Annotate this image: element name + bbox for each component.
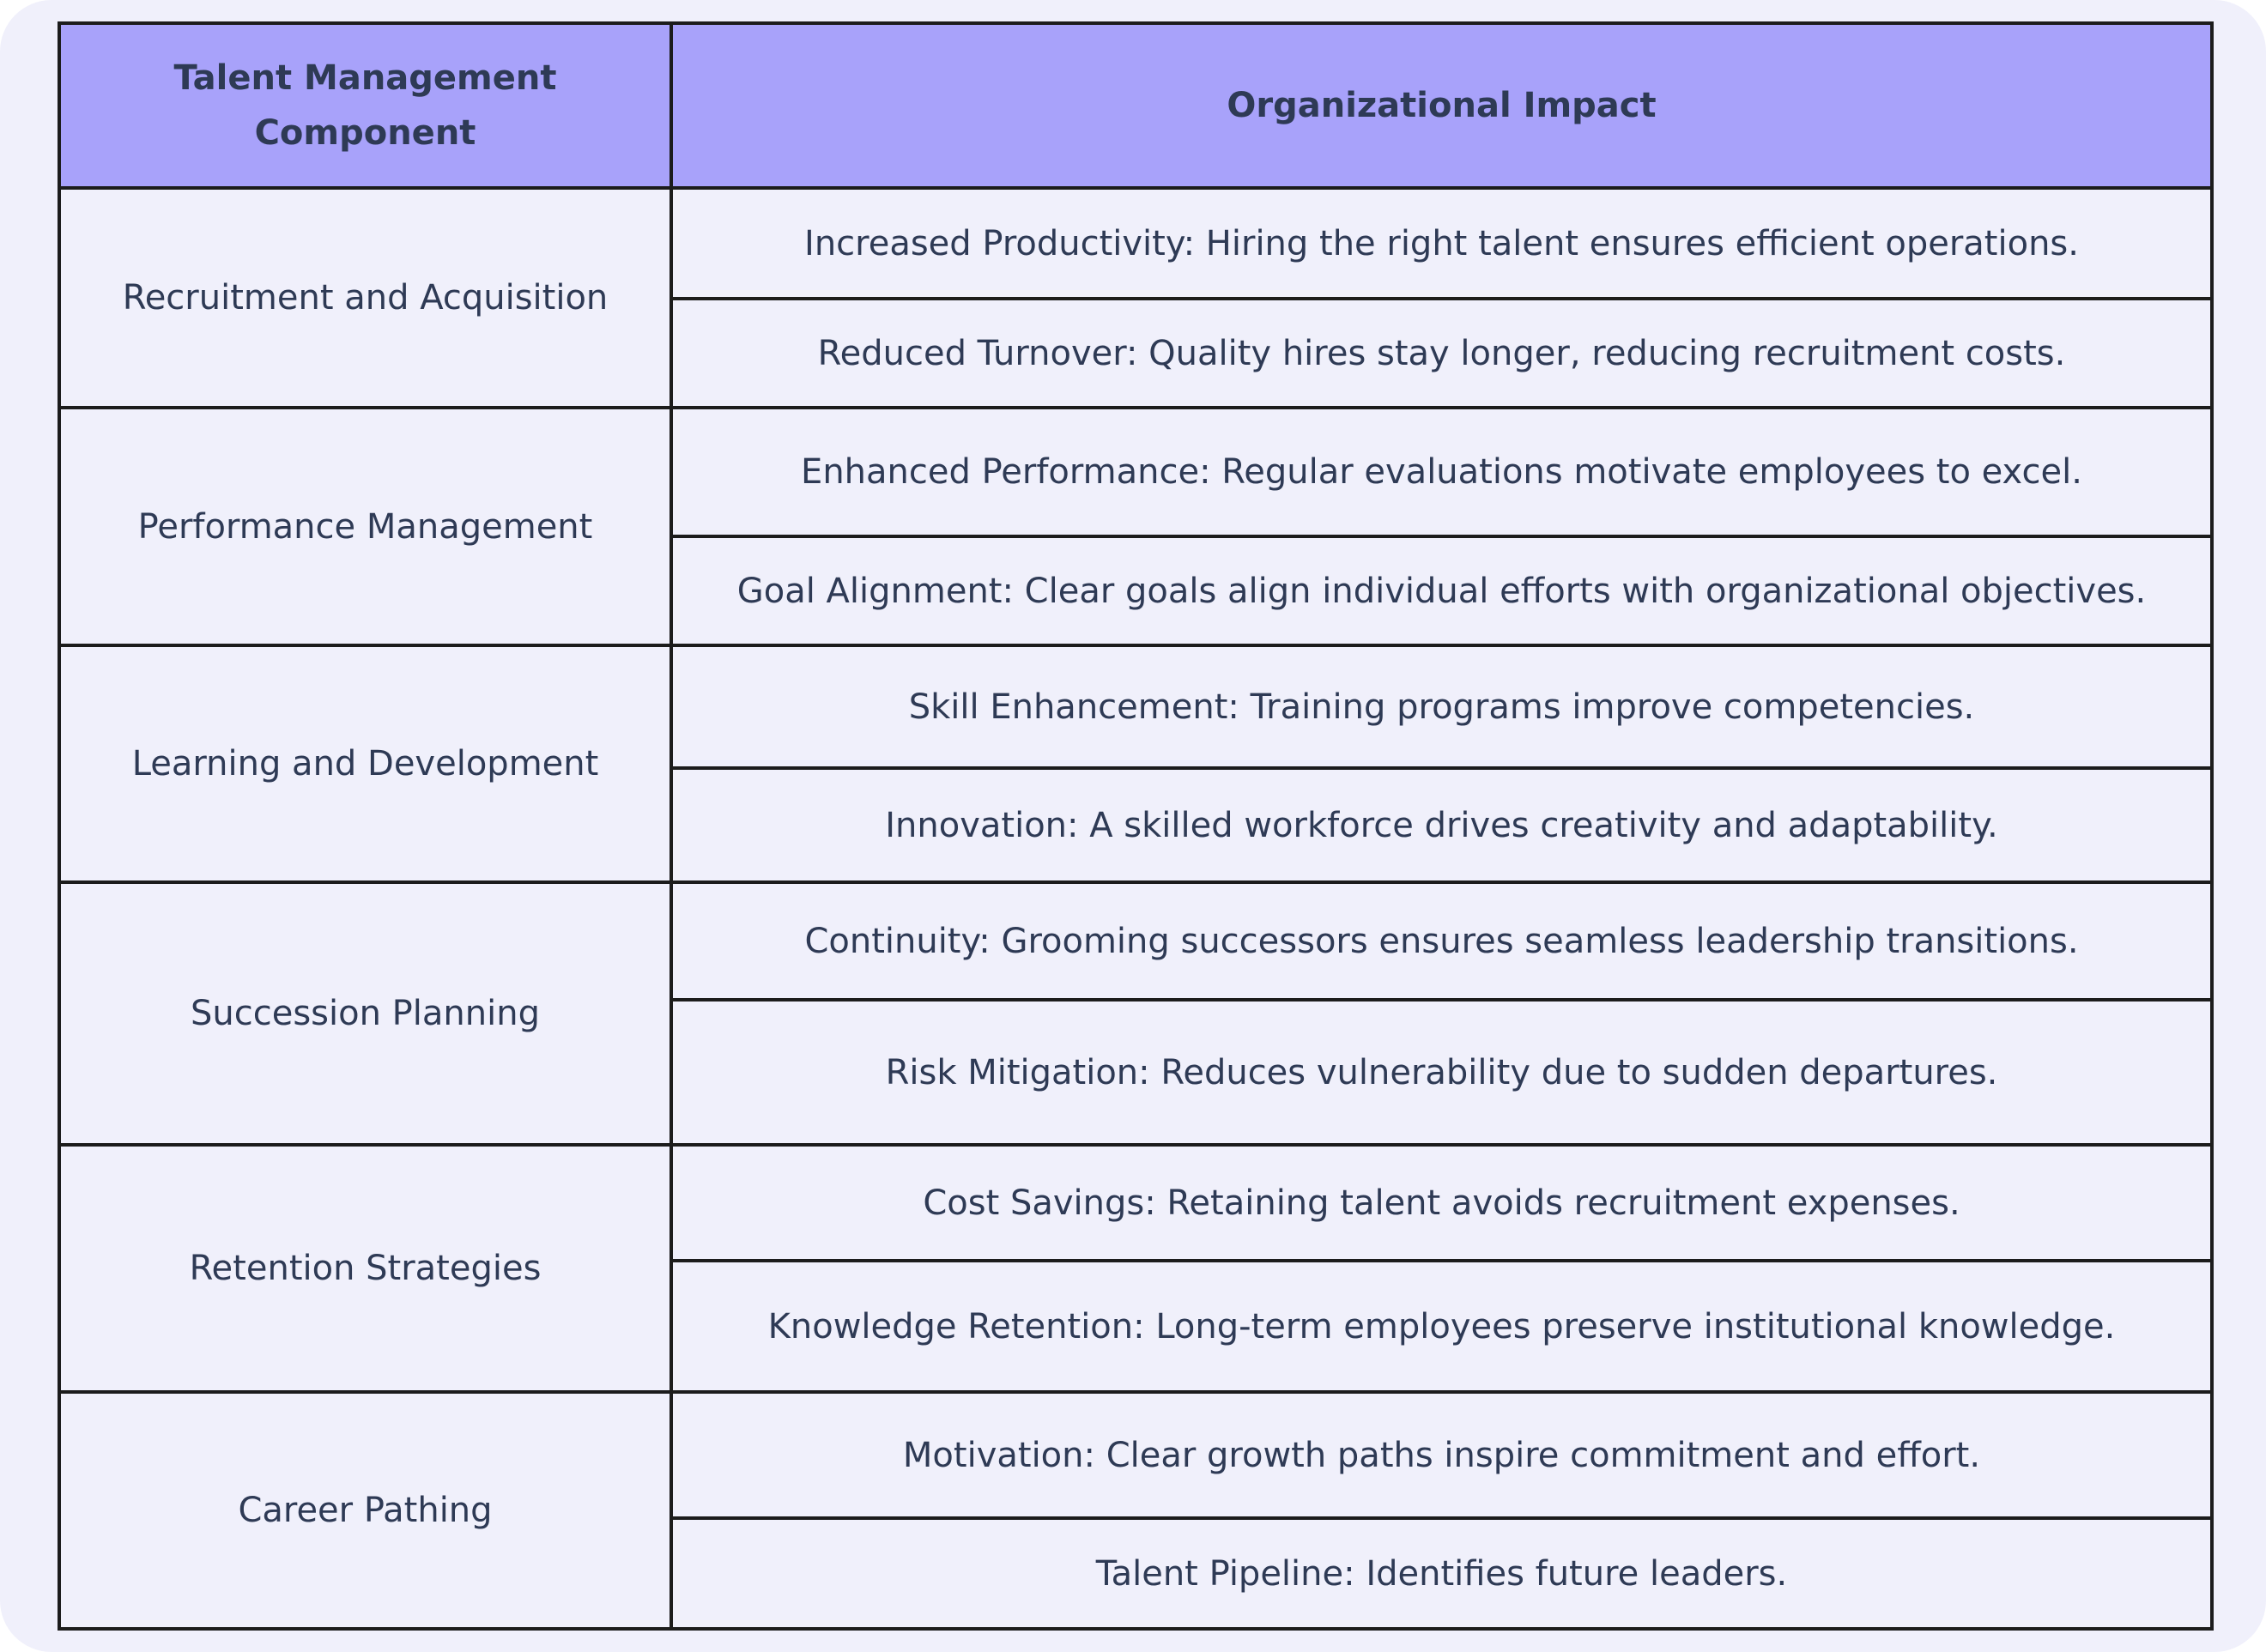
impact-cell: Motivation: Clear growth paths inspire commitment and effort. xyxy=(671,1392,2212,1518)
impact-cell: Talent Pipeline: Identifies future leaders. xyxy=(671,1518,2212,1629)
impact-cell: Skill Enhancement: Training programs improve competencies. xyxy=(671,645,2212,768)
component-cell: Succession Planning xyxy=(59,882,671,1145)
header-row xyxy=(59,23,2212,188)
header-impact: Organizational Impact xyxy=(671,23,2212,188)
table-row xyxy=(59,882,2212,1000)
impact-cell: Enhanced Performance: Regular evaluations motivate employees to excel. xyxy=(671,408,2212,536)
component-cell: Learning and Development xyxy=(59,645,671,882)
impact-cell: Risk Mitigation: Reduces vulnerability due to sudden departures. xyxy=(671,1000,2212,1145)
impact-cell: Continuity: Grooming successors ensures seamless leadership transitions. xyxy=(671,882,2212,1000)
component-cell: Career Pathing xyxy=(59,1392,671,1629)
talent-impact-table xyxy=(58,21,2214,1631)
impact-cell: Reduced Turnover: Quality hires stay longer, reducing recruitment costs. xyxy=(671,299,2212,408)
table-row xyxy=(59,188,2212,299)
table-row xyxy=(59,1145,2212,1261)
component-cell: Recruitment and Acquisition xyxy=(59,188,671,408)
impact-cell: Cost Savings: Retaining talent avoids recruitment expenses. xyxy=(671,1145,2212,1261)
impact-cell: Goal Alignment: Clear goals align individual efforts with organizational objectives. xyxy=(671,536,2212,645)
impact-cell: Innovation: A skilled workforce drives creativity and adaptability. xyxy=(671,768,2212,882)
component-cell: Retention Strategies xyxy=(59,1145,671,1392)
impact-cell: Knowledge Retention: Long-term employees preserve institutional knowledge. xyxy=(671,1261,2212,1392)
table-row xyxy=(59,408,2212,536)
component-cell: Performance Management xyxy=(59,408,671,645)
table-row xyxy=(59,1392,2212,1518)
header-component: Talent Management Component xyxy=(59,23,671,188)
table-row xyxy=(59,645,2212,768)
impact-cell: Increased Productivity: Hiring the right talent ensures efficient operations. xyxy=(671,188,2212,299)
